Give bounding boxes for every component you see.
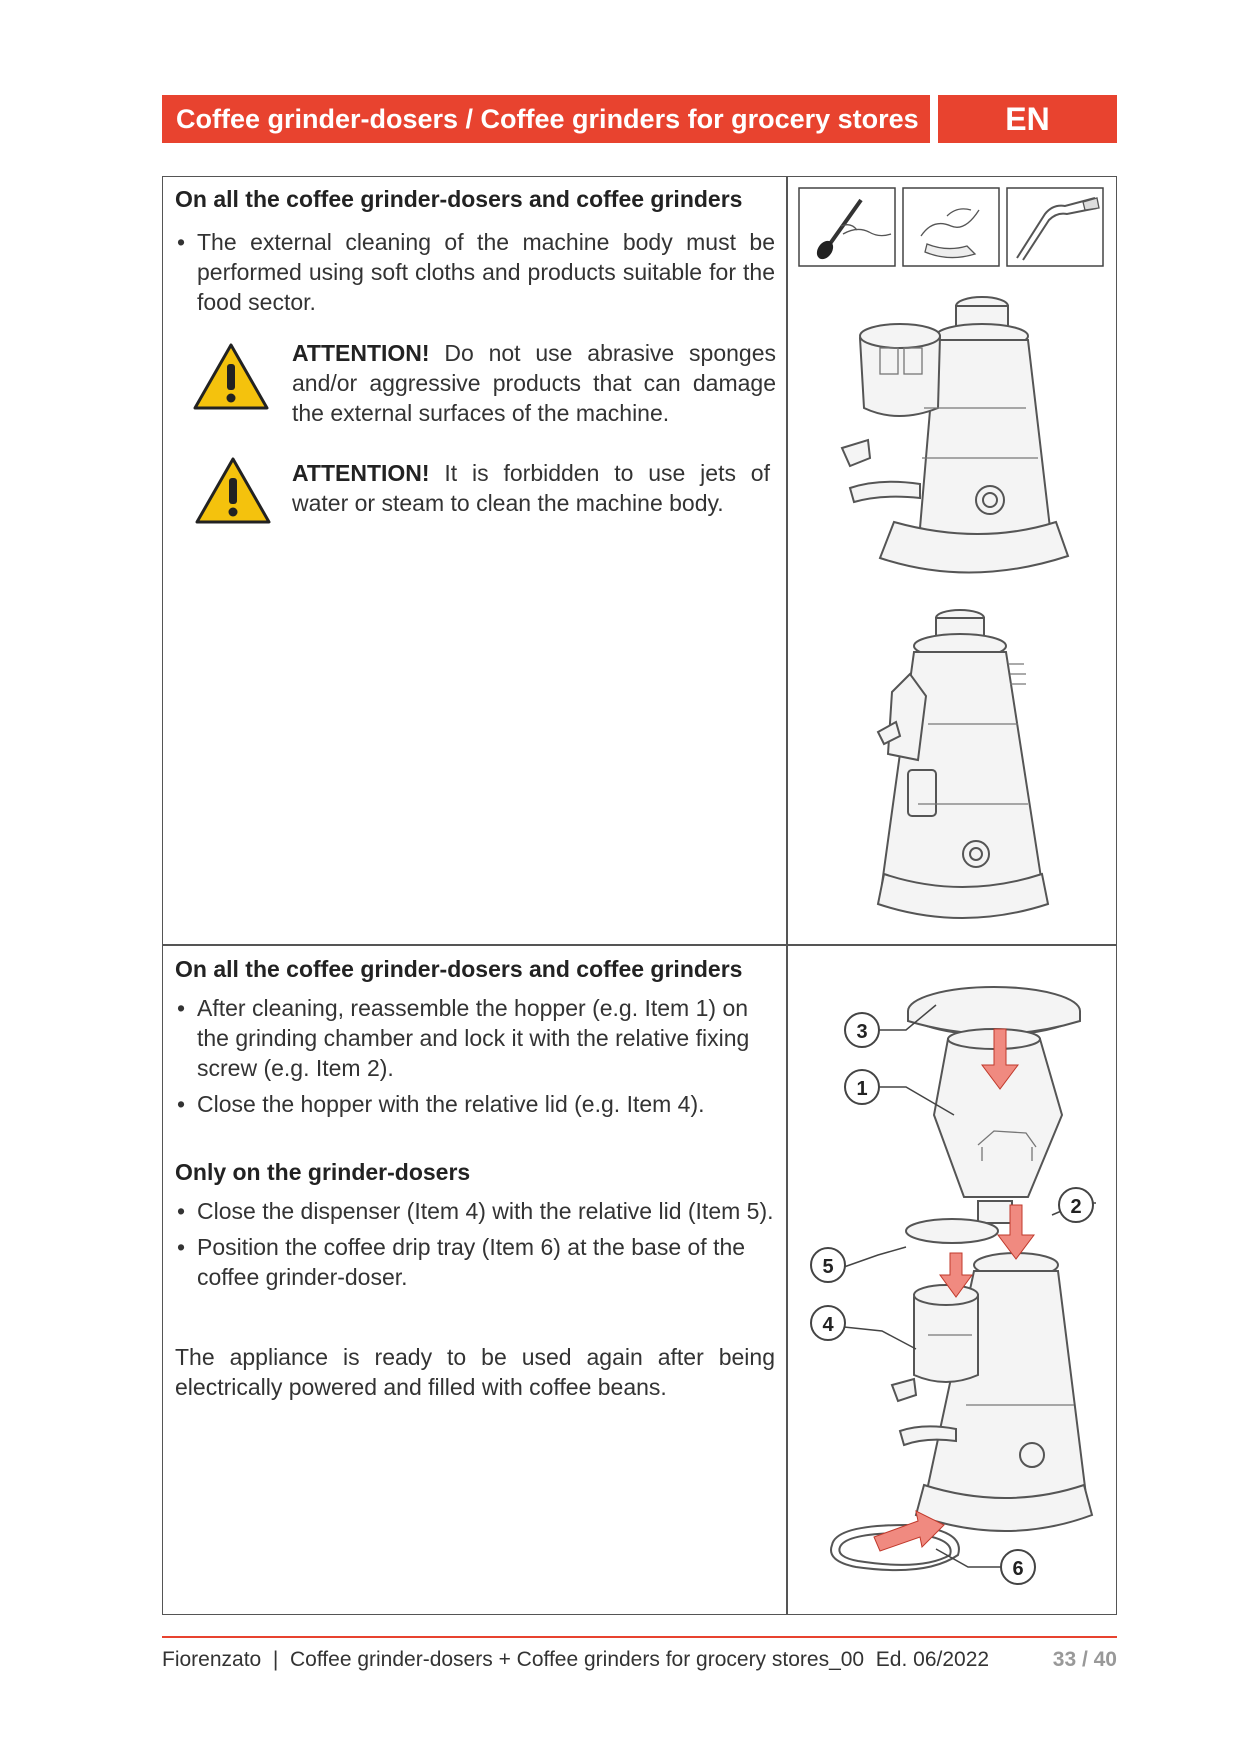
- svg-text:1: 1: [856, 1078, 868, 1100]
- header-title: Coffee grinder-dosers / Coffee grinders for grocery stores: [162, 95, 930, 143]
- callout-3: [845, 1013, 879, 1047]
- grinder-illustration: [848, 604, 1078, 934]
- svg-text:3: 3: [856, 1021, 868, 1043]
- callout-2: [1059, 1188, 1093, 1222]
- section2-subtitle: Only on the grinder-dosers: [175, 1159, 471, 1185]
- footer-rule: [162, 1636, 1117, 1638]
- column-divider: [786, 176, 788, 1615]
- warning1-text: Do not use abrasive sponges and/or aggressive products that can damage the external surfaces of the machine.: [292, 340, 776, 426]
- row-divider: [162, 944, 1117, 946]
- warning-triangle-icon: [192, 342, 270, 412]
- warning-triangle-icon: [194, 456, 272, 526]
- section2-bullet-lid: • Close the hopper with the relative lid (e.g. Item 4).: [175, 1089, 785, 1119]
- warning1-label: ATTENTION!: [292, 340, 430, 366]
- svg-text:6: 6: [1012, 1558, 1024, 1580]
- spray-nozzle-icon: [1007, 188, 1103, 266]
- section1-title: On all the coffee grinder-dosers and coffee grinders: [175, 186, 743, 212]
- svg-text:4: 4: [822, 1314, 834, 1336]
- language-badge: EN: [938, 95, 1117, 143]
- warning-jets: [194, 458, 770, 526]
- warning2-label: ATTENTION!: [292, 460, 430, 486]
- section2-text: [175, 956, 785, 1425]
- footer: [162, 1648, 1117, 1672]
- reassembly-illustration: [796, 955, 1112, 1605]
- page-number: 33 / 40: [1052, 1648, 1117, 1671]
- cloth-icon: [903, 188, 999, 266]
- section2-bullet-drip-tray: • Position the coffee drip tray (Item 6) at the base of the coffee grinder-doser.: [175, 1232, 795, 1292]
- svg-text:5: 5: [822, 1256, 834, 1278]
- callout-1: [845, 1070, 879, 1104]
- footer-text: Fiorenzato | Coffee grinder-dosers + Coffee grinders for grocery stores_00 Ed. 06/2022: [162, 1648, 990, 1671]
- warning-abrasive: [192, 338, 776, 428]
- grinder-doser-illustration: [820, 288, 1090, 588]
- callout-4: [811, 1306, 845, 1340]
- callout-5: [811, 1248, 845, 1282]
- section2-title: On all the coffee grinder-dosers and coffee grinders: [175, 956, 743, 982]
- cleaning-icons: [797, 186, 1109, 268]
- section2-bullet-hopper: • After cleaning, reassemble the hopper (e.g. Item 1) on the grinding chamber and lock it with the relative fixing screw (e.g. Item 2).: [175, 993, 785, 1083]
- section1-text: [175, 186, 775, 317]
- section2-bullet-dispenser: • Close the dispenser (Item 4) with the relative lid (Item 5).: [175, 1196, 795, 1226]
- section1-bullet: • The external cleaning of the machine body must be performed using soft cloths and products suitable for the food sector.: [175, 227, 775, 317]
- section2-closing: The appliance is ready to be used again after being electrically powered and filled with coffee beans.: [175, 1344, 775, 1400]
- svg-text:2: 2: [1070, 1196, 1082, 1218]
- brush-icon: [799, 188, 895, 266]
- callout-6: [1001, 1550, 1035, 1584]
- warning2-text: It is forbidden to use jets of water or steam to clean the machine body.: [292, 460, 770, 516]
